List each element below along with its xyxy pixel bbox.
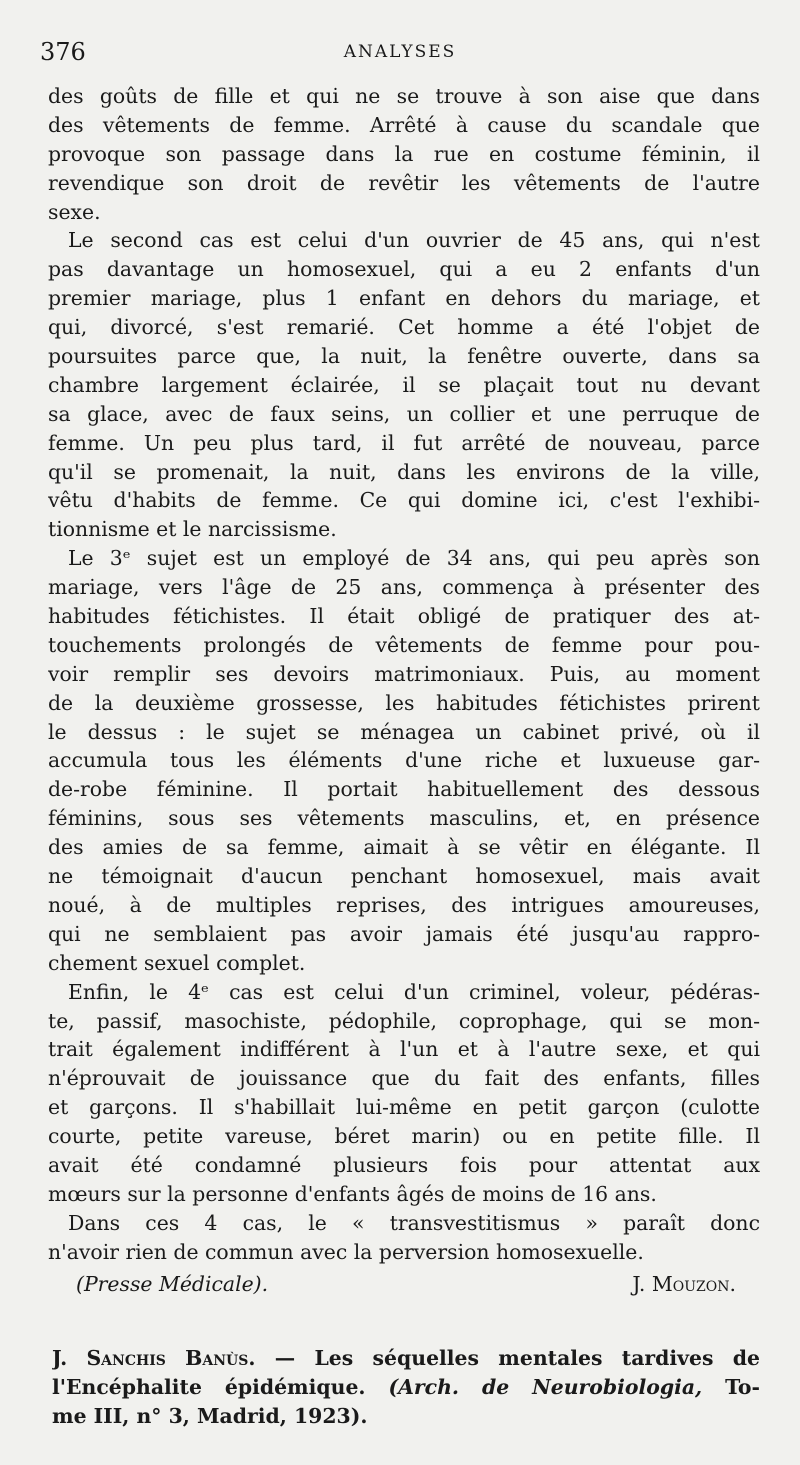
entry-line-1 bbox=[52, 1344, 760, 1373]
source-signature-row bbox=[48, 1270, 760, 1299]
text-line: n'avoir rien de commun avec la perversion homosexuelle. bbox=[48, 1239, 644, 1264]
text-line: qui ne semblaient pas avoir jamais été jusqu'au rappro- bbox=[48, 921, 760, 946]
text-line: poursuites parce que, la nuit, la fenêtre ouverte, dans sa bbox=[48, 344, 760, 369]
entry-separator: — bbox=[274, 1346, 296, 1370]
entry-line-2 bbox=[52, 1373, 760, 1402]
text-line: chambre largement éclairée, il se plaçait tout nu devant bbox=[48, 372, 760, 397]
text-line: chement sexuel complet. bbox=[48, 950, 306, 975]
text-line: femme. Un peu plus tard, il fut arrêté de nouveau, parce bbox=[48, 430, 760, 455]
text-line: noué, à de multiples reprises, des intrigues amoureuses, bbox=[48, 892, 760, 917]
entry-line-3: me III, n° 3, Madrid, 1923). bbox=[52, 1403, 368, 1428]
text-line: de la deuxième grossesse, les habitudes fétichistes prirent bbox=[48, 690, 760, 715]
page-header bbox=[40, 38, 760, 70]
text-line: des amies de sa femme, aimait à se vêtir en élégante. Il bbox=[48, 835, 760, 860]
text-line: accumula tous les éléments d'une riche et luxueuse gar- bbox=[48, 748, 760, 773]
text-line: des vêtements de femme. Arrêté à cause du scandale que bbox=[48, 112, 760, 137]
text-line: mariage, vers l'âge de 25 ans, commença à présenter des bbox=[48, 575, 760, 600]
text-line: féminins, sous ses vêtements masculins, et, en présence bbox=[48, 806, 760, 831]
next-bibliographic-entry bbox=[52, 1344, 760, 1431]
text-line: revendique son droit de revêtir les vêtements de l'autre bbox=[48, 170, 760, 195]
text-line: provoque son passage dans la rue en costume féminin, il bbox=[48, 141, 760, 166]
author-signature: J. Mouzon. bbox=[632, 1271, 736, 1296]
text-line: avait été condamné plusieurs fois pour attentat aux bbox=[48, 1152, 760, 1177]
text-line: Le 3ᵉ sujet est un employé de 34 ans, qui peu après son bbox=[68, 546, 760, 571]
text-line: trait également indifférent à l'un et à l'autre sexe, et qui bbox=[48, 1037, 760, 1062]
text-line: sexe. bbox=[48, 199, 101, 224]
entry-journal: (Arch. de Neurobiologia, bbox=[388, 1374, 703, 1399]
entry-title-part: Les séquelles mentales tardives de bbox=[314, 1346, 760, 1370]
text-line: Enfin, le 4ᵉ cas est celui d'un criminel, voleur, pédéras- bbox=[68, 979, 760, 1004]
text-line: mœurs sur la personne d'enfants âgés de moins de 16 ans. bbox=[48, 1181, 657, 1206]
text-line: qui, divorcé, s'est remarié. Cet homme a été l'objet de bbox=[48, 315, 760, 340]
text-line: premier mariage, plus 1 enfant en dehors du mariage, et bbox=[48, 286, 760, 311]
text-line: le dessus : le sujet se ménagea un cabinet privé, où il bbox=[48, 719, 760, 744]
text-line: Le second cas est celui d'un ouvrier de 45 ans, qui n'est bbox=[68, 228, 760, 253]
text-line: ne témoignait d'aucun penchant homosexuel, mais avait bbox=[48, 864, 760, 889]
entry-title-line2: l'Encéphalite épidémique. bbox=[52, 1374, 366, 1399]
text-line: Dans ces 4 cas, le « transvestitismus » paraît donc bbox=[68, 1210, 760, 1235]
source-citation: (Presse Médicale). bbox=[76, 1271, 269, 1296]
entry-tome-word: To- bbox=[725, 1374, 760, 1399]
text-line: voir remplir ses devoirs matrimoniaux. Puis, au moment bbox=[48, 661, 760, 686]
text-line: pas davantage un homosexuel, qui a eu 2 enfants d'un bbox=[48, 257, 760, 282]
entry-author: J. Sanchis Banùs. bbox=[52, 1346, 256, 1370]
page-number: 376 bbox=[40, 38, 86, 66]
text-line: habitudes fétichistes. Il était obligé de pratiquer des at- bbox=[48, 604, 760, 629]
text-line: touchements prolongés de vêtements de femme pour pou- bbox=[48, 632, 760, 657]
text-line: n'éprouvait de jouissance que du fait des enfants, filles bbox=[48, 1066, 760, 1091]
text-line: et garçons. Il s'habillait lui-même en petit garçon (culotte bbox=[48, 1095, 760, 1120]
text-line: des goûts de fille et qui ne se trouve à son aise que dans bbox=[48, 84, 760, 108]
text-line: te, passif, masochiste, pédophile, coprophage, qui se mon- bbox=[48, 1008, 760, 1033]
text-line: courte, petite vareuse, béret marin) ou en petite fille. Il bbox=[48, 1124, 760, 1149]
running-title: ANALYSES bbox=[343, 42, 457, 62]
article-body bbox=[48, 82, 760, 1298]
text-line: qu'il se promenait, la nuit, dans les environs de la ville, bbox=[48, 459, 760, 484]
text-line: tionnisme et le narcissisme. bbox=[48, 517, 337, 542]
text-line: de-robe féminine. Il portait habituellement des dessous bbox=[48, 777, 760, 802]
text-line: vêtu d'habits de femme. Ce qui domine ici, c'est l'exhibi- bbox=[48, 488, 760, 513]
text-line: sa glace, avec de faux seins, un collier et une perruque de bbox=[48, 401, 760, 426]
